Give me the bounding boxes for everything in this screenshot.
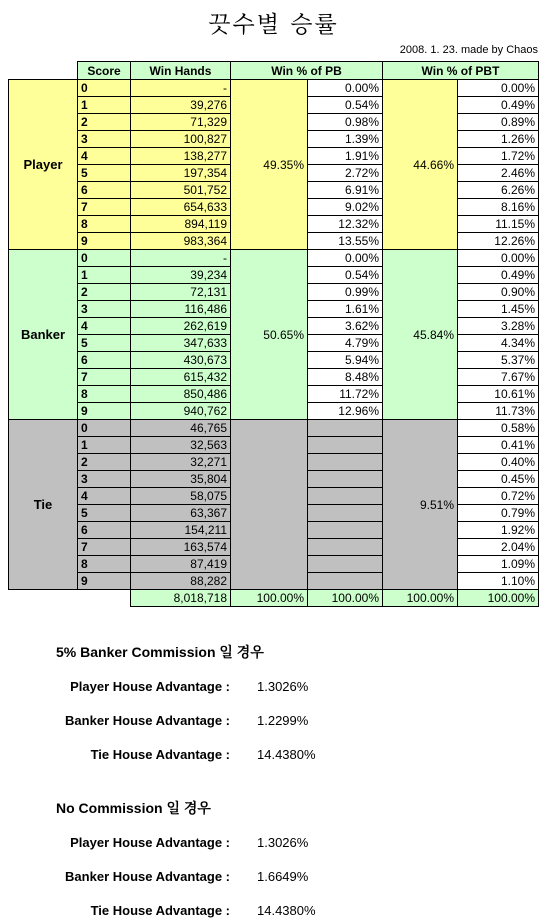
score-cell: 5 <box>78 335 131 352</box>
pbt-cell: 2.46% <box>458 165 539 182</box>
win-hands-cell: 88,282 <box>131 573 231 590</box>
house-advantage-label: Banker House Advantage : <box>65 869 230 884</box>
score-cell: 0 <box>78 420 131 437</box>
header-win-pbt: Win % of PBT <box>383 62 539 80</box>
score-cell: 8 <box>78 386 131 403</box>
win-hands-cell: 940,762 <box>131 403 231 420</box>
house-advantage-value: 14.4380% <box>257 903 316 918</box>
pbt-cell: 0.00% <box>458 250 539 267</box>
score-cell: 6 <box>78 522 131 539</box>
win-hands-cell: 32,563 <box>131 437 231 454</box>
win-hands-cell: 46,765 <box>131 420 231 437</box>
pb-cell: 2.72% <box>308 165 383 182</box>
pbt-cell: 1.45% <box>458 301 539 318</box>
score-cell: 7 <box>78 199 131 216</box>
total-pb-group: 100.00% <box>231 590 308 607</box>
total-pb: 100.00% <box>308 590 383 607</box>
pbt-cell: 0.49% <box>458 97 539 114</box>
house-advantage-label: Tie House Advantage : <box>90 903 230 918</box>
pb-cell <box>308 437 383 454</box>
pb-cell: 5.94% <box>308 352 383 369</box>
pbt-cell: 0.79% <box>458 505 539 522</box>
header-win-hands: Win Hands <box>131 62 231 80</box>
pbt-group-total: 45.84% <box>383 250 458 420</box>
score-cell: 7 <box>78 539 131 556</box>
score-cell: 1 <box>78 97 131 114</box>
pbt-cell: 8.16% <box>458 199 539 216</box>
pbt-cell: 0.40% <box>458 454 539 471</box>
win-hands-cell: 654,633 <box>131 199 231 216</box>
win-hands-cell: 347,633 <box>131 335 231 352</box>
win-hands-cell: 71,329 <box>131 114 231 131</box>
score-cell: 2 <box>78 454 131 471</box>
pbt-cell: 10.61% <box>458 386 539 403</box>
pb-cell: 0.54% <box>308 97 383 114</box>
pb-cell: 1.91% <box>308 148 383 165</box>
pbt-cell: 0.41% <box>458 437 539 454</box>
house-advantage-value: 1.3026% <box>257 835 309 850</box>
pb-cell: 12.96% <box>308 403 383 420</box>
total-pbt: 100.00% <box>458 590 539 607</box>
win-hands-cell: - <box>131 80 231 97</box>
score-cell: 6 <box>78 182 131 199</box>
pb-cell <box>308 454 383 471</box>
pbt-cell: 5.37% <box>458 352 539 369</box>
pb-cell: 1.61% <box>308 301 383 318</box>
pb-cell: 1.39% <box>308 131 383 148</box>
pbt-cell: 0.89% <box>458 114 539 131</box>
win-hands-cell: 197,354 <box>131 165 231 182</box>
totals-blank <box>78 590 131 607</box>
header-score: Score <box>78 62 131 80</box>
score-cell: 5 <box>78 165 131 182</box>
house-advantage-label: Banker House Advantage : <box>65 713 230 728</box>
win-hands-cell: 430,673 <box>131 352 231 369</box>
pb-cell: 9.02% <box>308 199 383 216</box>
pb-cell <box>308 539 383 556</box>
pbt-cell: 11.15% <box>458 216 539 233</box>
totals-row <box>9 590 539 607</box>
pbt-cell: 1.92% <box>458 522 539 539</box>
score-cell: 0 <box>78 250 131 267</box>
pbt-cell: 3.28% <box>458 318 539 335</box>
table-body <box>9 80 539 607</box>
pbt-cell: 0.49% <box>458 267 539 284</box>
score-cell: 8 <box>78 216 131 233</box>
win-hands-cell: - <box>131 250 231 267</box>
pbt-group-total: 9.51% <box>383 420 458 590</box>
win-hands-cell: 35,804 <box>131 471 231 488</box>
score-cell: 4 <box>78 318 131 335</box>
pb-cell <box>308 573 383 590</box>
pb-cell: 0.00% <box>308 80 383 97</box>
pb-cell: 0.98% <box>308 114 383 131</box>
pb-cell: 0.00% <box>308 250 383 267</box>
win-hands-cell: 138,277 <box>131 148 231 165</box>
pb-group-total <box>231 420 308 590</box>
win-hands-cell: 154,211 <box>131 522 231 539</box>
win-hands-cell: 100,827 <box>131 131 231 148</box>
group-label: Banker <box>9 250 78 420</box>
pbt-cell: 12.26% <box>458 233 539 250</box>
pb-cell: 8.48% <box>308 369 383 386</box>
score-cell: 2 <box>78 284 131 301</box>
win-rate-table <box>8 61 539 607</box>
pb-cell: 3.62% <box>308 318 383 335</box>
pbt-cell: 0.90% <box>458 284 539 301</box>
pb-cell <box>308 505 383 522</box>
win-hands-cell: 262,619 <box>131 318 231 335</box>
score-cell: 4 <box>78 148 131 165</box>
win-hands-cell: 39,234 <box>131 267 231 284</box>
win-hands-cell: 501,752 <box>131 182 231 199</box>
score-cell: 0 <box>78 80 131 97</box>
pb-group-total: 50.65% <box>231 250 308 420</box>
pbt-cell: 0.45% <box>458 471 539 488</box>
win-hands-cell: 39,276 <box>131 97 231 114</box>
commission-heading: 5% Banker Commission 일 경우 <box>56 644 264 660</box>
score-cell: 8 <box>78 556 131 573</box>
pbt-cell: 7.67% <box>458 369 539 386</box>
header-win-pb: Win % of PB <box>231 62 383 80</box>
table-row <box>9 80 539 97</box>
score-cell: 3 <box>78 131 131 148</box>
total-pbt-group: 100.00% <box>383 590 458 607</box>
score-cell: 9 <box>78 233 131 250</box>
house-advantage-value: 14.4380% <box>257 747 316 762</box>
pb-cell: 11.72% <box>308 386 383 403</box>
group-label: Tie <box>9 420 78 590</box>
table-row <box>9 250 539 267</box>
pbt-cell: 1.72% <box>458 148 539 165</box>
pbt-cell: 1.09% <box>458 556 539 573</box>
win-hands-cell: 116,486 <box>131 301 231 318</box>
pbt-cell: 0.58% <box>458 420 539 437</box>
no-commission-heading: No Commission 일 경우 <box>56 800 211 816</box>
pb-group-total: 49.35% <box>231 80 308 250</box>
pbt-cell: 1.26% <box>458 131 539 148</box>
house-advantage-value: 1.3026% <box>257 679 309 694</box>
win-hands-cell: 983,364 <box>131 233 231 250</box>
header-row <box>9 62 539 80</box>
pb-cell: 4.79% <box>308 335 383 352</box>
total-hands: 8,018,718 <box>131 590 231 607</box>
score-cell: 1 <box>78 437 131 454</box>
credit-line: 2008. 1. 23. made by Chaos <box>399 44 538 56</box>
win-hands-cell: 894,119 <box>131 216 231 233</box>
win-hands-cell: 32,271 <box>131 454 231 471</box>
score-cell: 6 <box>78 352 131 369</box>
pbt-cell: 11.73% <box>458 403 539 420</box>
win-hands-cell: 850,486 <box>131 386 231 403</box>
pbt-cell: 1.10% <box>458 573 539 590</box>
pb-cell: 12.32% <box>308 216 383 233</box>
pb-cell: 6.91% <box>308 182 383 199</box>
corner-blank <box>9 62 78 80</box>
win-hands-cell: 87,419 <box>131 556 231 573</box>
score-cell: 4 <box>78 488 131 505</box>
score-cell: 9 <box>78 573 131 590</box>
win-hands-cell: 58,075 <box>131 488 231 505</box>
page-title: 끗수별 승률 <box>208 12 339 38</box>
score-cell: 7 <box>78 369 131 386</box>
win-hands-cell: 163,574 <box>131 539 231 556</box>
win-hands-cell: 72,131 <box>131 284 231 301</box>
pbt-cell: 2.04% <box>458 539 539 556</box>
win-hands-cell: 63,367 <box>131 505 231 522</box>
pb-cell: 13.55% <box>308 233 383 250</box>
score-cell: 9 <box>78 403 131 420</box>
group-label: Player <box>9 80 78 250</box>
house-advantage-value: 1.6649% <box>257 869 309 884</box>
pb-cell <box>308 471 383 488</box>
pbt-group-total: 44.66% <box>383 80 458 250</box>
pb-cell <box>308 556 383 573</box>
table-row <box>9 420 539 437</box>
score-cell: 2 <box>78 114 131 131</box>
pb-cell: 0.99% <box>308 284 383 301</box>
pb-cell <box>308 488 383 505</box>
pbt-cell: 0.00% <box>458 80 539 97</box>
score-cell: 5 <box>78 505 131 522</box>
score-cell: 3 <box>78 301 131 318</box>
totals-blank <box>9 590 78 607</box>
pbt-cell: 6.26% <box>458 182 539 199</box>
pbt-cell: 0.72% <box>458 488 539 505</box>
pb-cell <box>308 420 383 437</box>
house-advantage-label: Player House Advantage : <box>70 835 230 850</box>
pbt-cell: 4.34% <box>458 335 539 352</box>
house-advantage-value: 1.2299% <box>257 713 309 728</box>
score-cell: 3 <box>78 471 131 488</box>
pb-cell <box>308 522 383 539</box>
house-advantage-label: Player House Advantage : <box>70 679 230 694</box>
score-cell: 1 <box>78 267 131 284</box>
pb-cell: 0.54% <box>308 267 383 284</box>
house-advantage-label: Tie House Advantage : <box>90 747 230 762</box>
win-hands-cell: 615,432 <box>131 369 231 386</box>
